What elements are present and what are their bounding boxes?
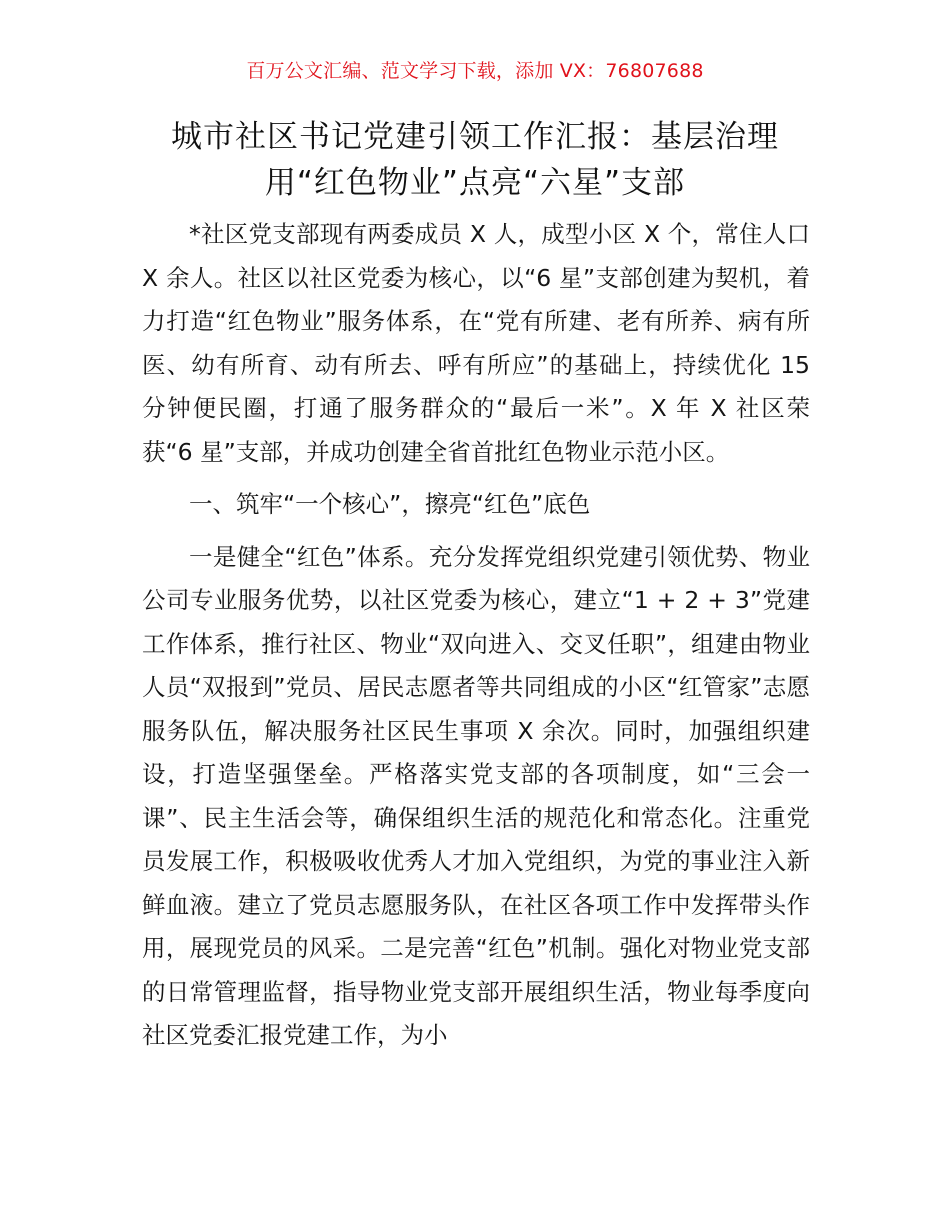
body-paragraph: 一是健全“红色”体系。充分发挥党组织党建引领优势、物业公司专业服务优势，以社区党委为核心，建立“1 + 2 + 3”党建工作体系，推行社区、物业“双向进入、交叉任职”，组建由物业人员“双报到”党员、居民志愿者等共同组成的小区“红管家”志愿服务队伍，解决服务社区民生事项 X 余次。同时，加强组织建设，打造坚强堡垒。严格落实党支部的各项制度，如“三会一课”、民主生活会等，确保组织生活的规范化和常态化。注重党员发展工作，积极吸收优秀人才加入党组织，为党的事业注入新鲜血液。建立了党员志愿服务队，在社区各项工作中发挥带头作用，展现党员的风采。二是完善“红色”机制。强化对物业党支部的日常管理监督，指导物业党支部开展组织生活，物业每季度向社区党委汇报党建工作，为小 <box>142 542 810 1049</box>
watermark-header-note: 百万公文汇编、范文学习下载，添加 VX：76807688 <box>246 60 704 82</box>
document-body <box>142 213 810 1058</box>
title-line-1: 城市社区书记党建引领工作汇报：基层治理 <box>171 119 779 155</box>
document-title <box>120 114 830 206</box>
intro-paragraph: *社区党支部现有两委成员 X 人，成型小区 X 个，常住人口 X 余人。社区以社区党委为核心，以“6 星”支部创建为契机，着力打造“红色物业”服务体系，在“党有所建、老有所养、病有所医、幼有所育、动有所去、呼有所应”的基础上，持续优化 15 分钟便民圈，打通了服务群众的“最后一米”。X 年 X 社区荣获“6 星”支部，并成功创建全省首批红色物业示范小区。 <box>142 220 810 466</box>
section-heading-1: 一、筑牢“一个核心”，擦亮“红色”底色 <box>189 490 591 518</box>
title-line-2: 用“红色物业”点亮“六星”支部 <box>264 165 686 201</box>
